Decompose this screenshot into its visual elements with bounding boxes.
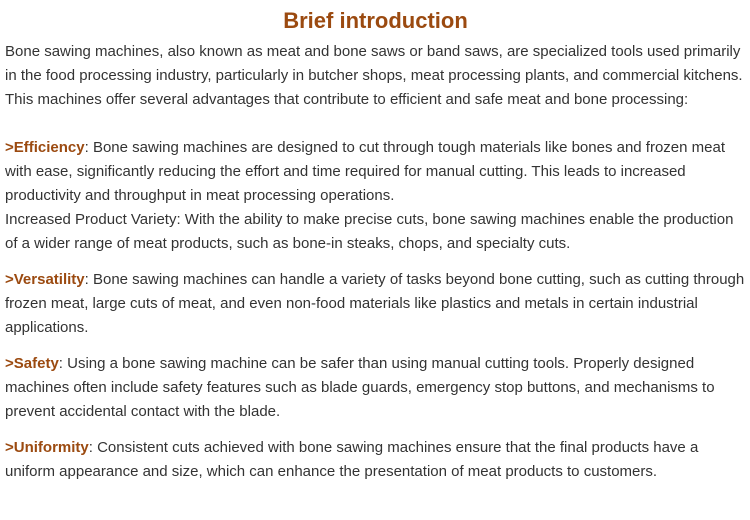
feature-uniformity [5,436,746,484]
feature-keyword-versatility: >Versatility [5,271,85,288]
feature-text-safety: : Using a bone sawing machine can be safer than using manual cutting tools. Properly designed machines often include safety features such as blade guards, emergency stop buttons, and mechanisms to prevent accidental contact with the blade. [5,355,715,420]
feature-safety [5,352,746,424]
intro-paragraph: Bone sawing machines, also known as meat and bone saws or band saws, are specialized tools used primarily in the food processing industry, particularly in butcher shops, meat processing plants, and commercial kitchens. This machines offer several advantages that contribute to efficient and safe meat and bone processing: [5,43,743,108]
feature-efficiency [5,136,746,208]
feature-text-versatility: : Bone sawing machines can handle a variety of tasks beyond bone cutting, such as cutting through frozen meat, large cuts of meat, and even non-food materials like plastics and metals in certain industrial applications. [5,271,745,336]
feature-keyword-uniformity: >Uniformity [5,439,89,456]
product-variety-paragraph: Increased Product Variety: With the ability to make precise cuts, bone sawing machines enable the production of a wider range of meat products, such as bone-in steaks, chops, and specialty cuts. [5,211,734,252]
feature-keyword-safety: >Safety [5,355,59,372]
feature-text-uniformity: : Consistent cuts achieved with bone sawing machines ensure that the final products have a uniform appearance and size, which can enhance the presentation of meat products to customers. [5,439,699,480]
feature-versatility [5,268,746,340]
feature-text-efficiency: : Bone sawing machines are designed to cut through tough materials like bones and frozen meat with ease, significantly reducing the effort and time required for manual cutting. This leads to increased productivity and throughput in meat processing operations. [5,139,726,204]
page-title: Brief introduction [283,8,468,33]
feature-keyword-efficiency: >Efficiency [5,139,85,156]
